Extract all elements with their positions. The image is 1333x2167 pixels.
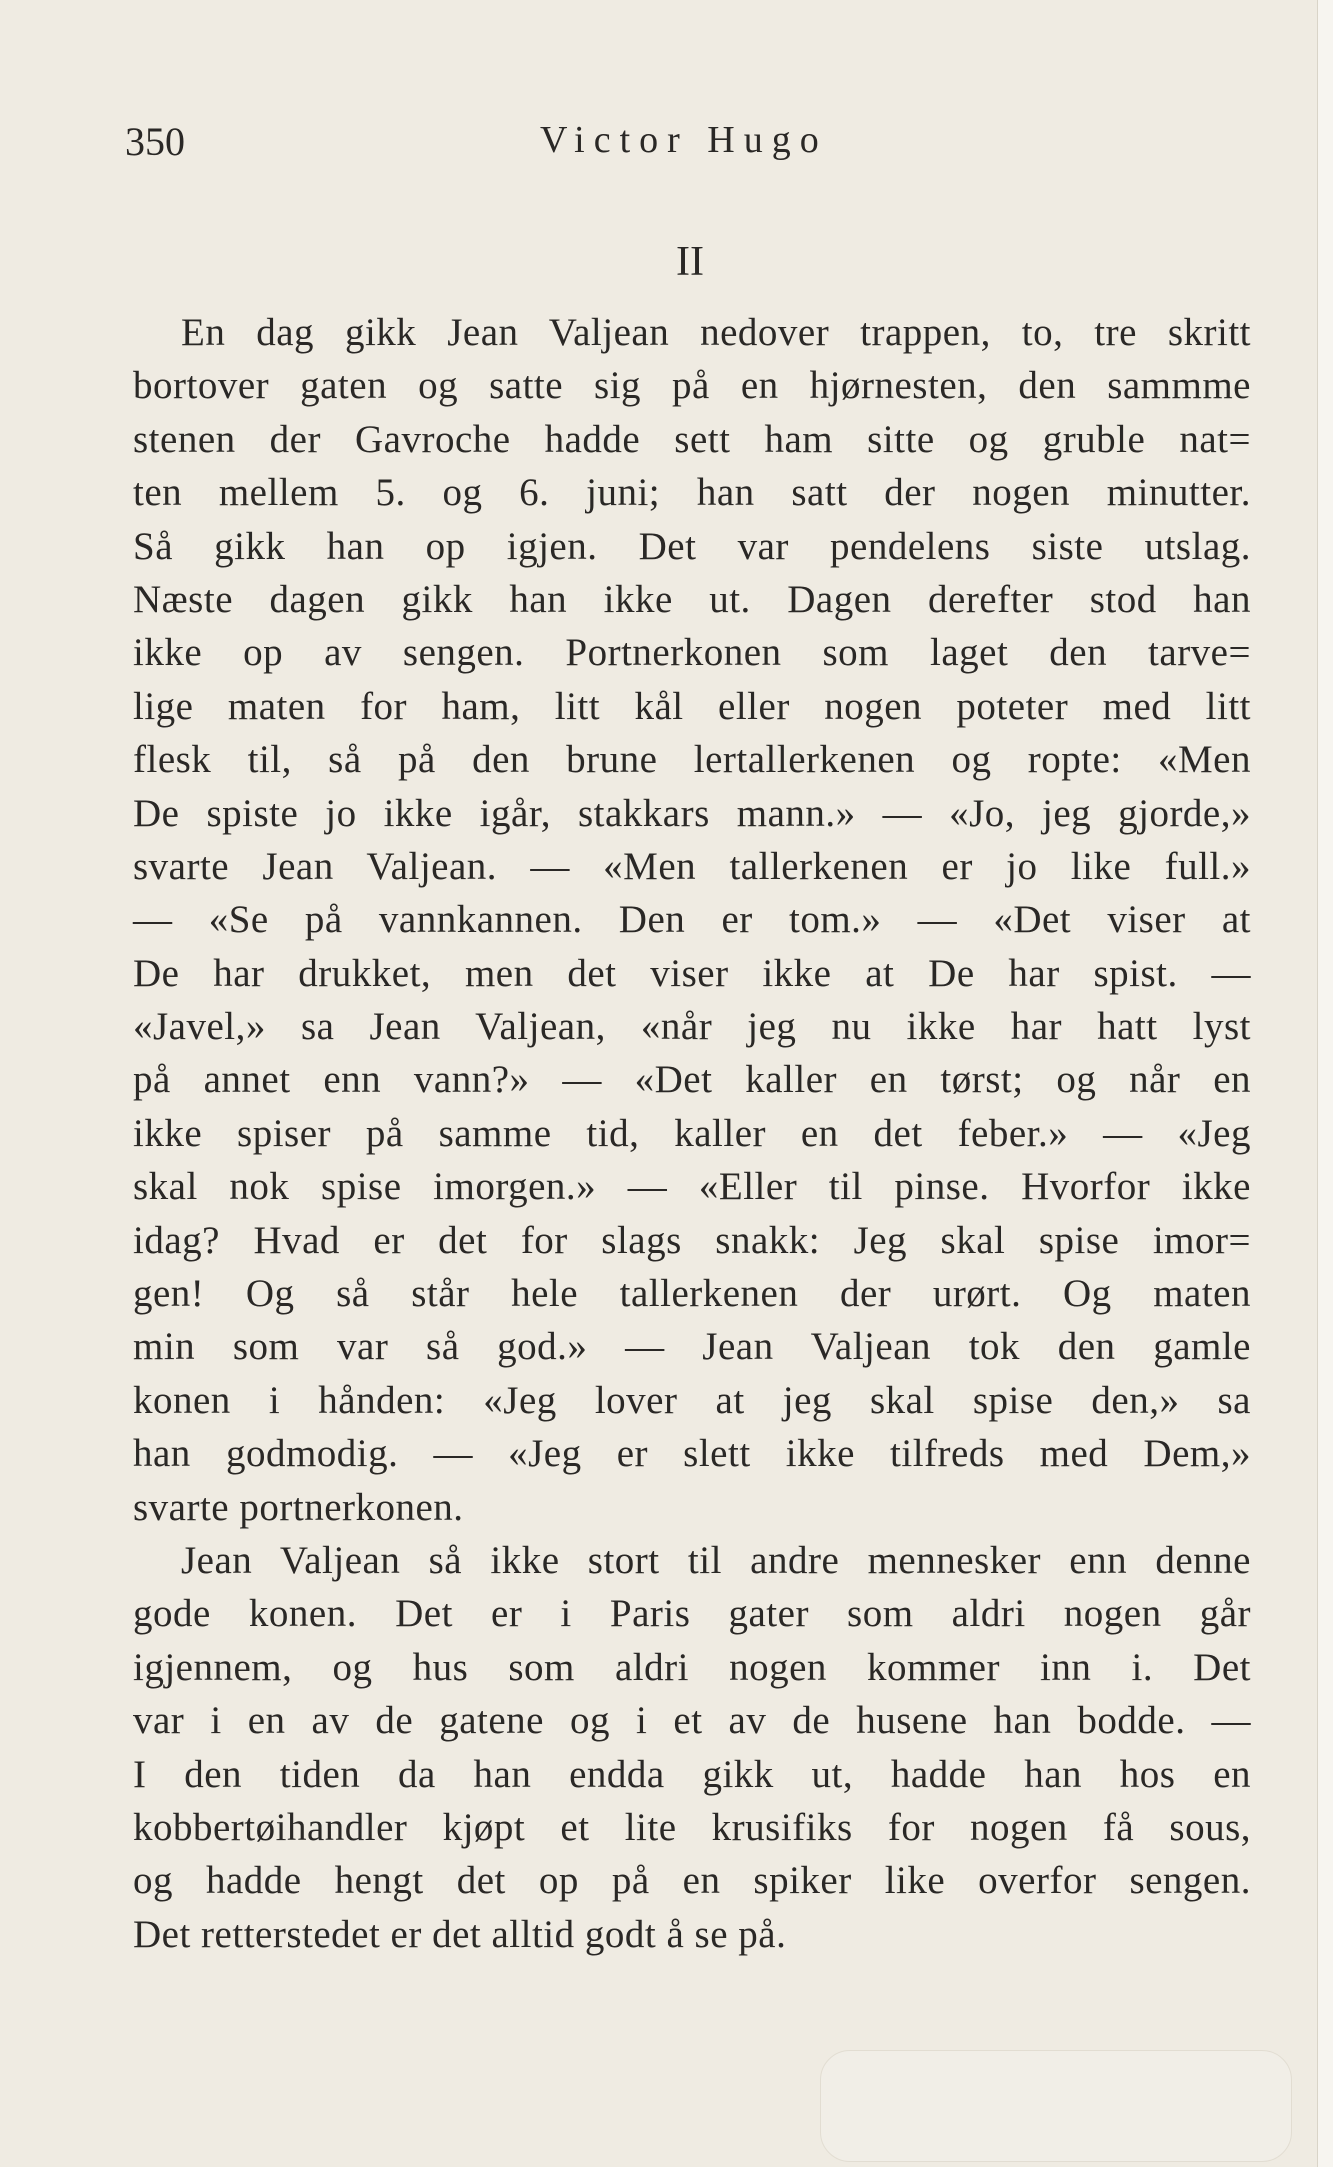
text-line: bortover gaten og satte sig på en hjørnesten, den sammme: [133, 364, 1251, 408]
text-line: konen i hånden: «Jeg lover at jeg skal spise den,» sa: [133, 1378, 1251, 1422]
text-line: og hadde hengt det op på en spiker like overfor sengen.: [133, 1859, 1251, 1903]
paper-smudge: [820, 2050, 1292, 2162]
text-line: han godmodig. — «Jeg er slett ikke tilfreds med Dem,»: [133, 1432, 1251, 1476]
text-line: flesk til, så på den brune lertallerkenen og ropte: «Men: [133, 738, 1251, 782]
text-line: svarte portnerkonen.: [133, 1485, 464, 1529]
text-line: De spiste jo ikke igår, stakkars mann.» — «Jo, jeg gjorde,»: [133, 791, 1251, 835]
running-title: Victor Hugo: [540, 119, 828, 161]
text-line: En dag gikk Jean Valjean nedover trappen, to, tre skritt: [181, 311, 1251, 354]
text-line: kobbertøihandler kjøpt et lite krusifiks for nogen få sous,: [133, 1805, 1251, 1849]
text-line: Så gikk han op igjen. Det var pendelens siste utslag.: [133, 524, 1251, 568]
text-line: skal nok spise imorgen.» — «Eller til pinse. Hvorfor ikke: [133, 1165, 1251, 1209]
text-line: Næste dagen gikk han ikke ut. Dagen derefter stod han: [133, 577, 1251, 621]
page-edge: [1317, 0, 1333, 2167]
text-line: igjennem, og hus som aldri nogen kommer inn i. Det: [133, 1645, 1251, 1689]
text-line: gen! Og så står hele tallerkenen der urørt. Og maten: [133, 1272, 1251, 1316]
text-line: min som var så god.» — Jean Valjean tok den gamle: [133, 1325, 1251, 1369]
page-header: [125, 118, 1265, 178]
body-text: [133, 306, 1251, 1961]
text-line: ten mellem 5. og 6. juni; han satt der nogen minutter.: [133, 471, 1251, 515]
text-line: idag? Hvad er det for slags snakk: Jeg skal spise imor=: [133, 1218, 1251, 1262]
chapter-heading: II: [676, 239, 704, 285]
text-line: svarte Jean Valjean. — «Men tallerkenen er jo like full.»: [133, 844, 1251, 888]
page-number: 350: [125, 119, 185, 164]
text-line: Det retterstedet er det alltid godt å se på.: [133, 1912, 787, 1956]
paragraph: [133, 306, 1251, 1534]
text-line: var i en av de gatene og i et av de husene han bodde. —: [133, 1699, 1251, 1743]
paragraph: [133, 1534, 1251, 1961]
text-line: I den tiden da han endda gikk ut, hadde han hos en: [133, 1752, 1251, 1796]
text-line: stenen der Gavroche hadde sett ham sitte og gruble nat=: [133, 417, 1251, 461]
text-line: De har drukket, men det viser ikke at De har spist. —: [133, 951, 1251, 995]
text-line: ikke op av sengen. Portnerkonen som laget den tarve=: [133, 631, 1251, 675]
text-line: — «Se på vannkannen. Den er tom.» — «Det viser at: [133, 898, 1251, 942]
text-line: ikke spiser på samme tid, kaller en det feber.» — «Jeg: [133, 1111, 1251, 1155]
text-line: Jean Valjean så ikke stort til andre mennesker enn denne: [181, 1538, 1251, 1582]
text-line: lige maten for ham, litt kål eller nogen poteter med litt: [133, 684, 1251, 728]
text-line: «Javel,» sa Jean Valjean, «når jeg nu ikke har hatt lyst: [133, 1005, 1251, 1049]
text-line: på annet enn vann?» — «Det kaller en tørst; og når en: [133, 1058, 1251, 1102]
text-line: gode konen. Det er i Paris gater som aldri nogen går: [133, 1592, 1251, 1636]
